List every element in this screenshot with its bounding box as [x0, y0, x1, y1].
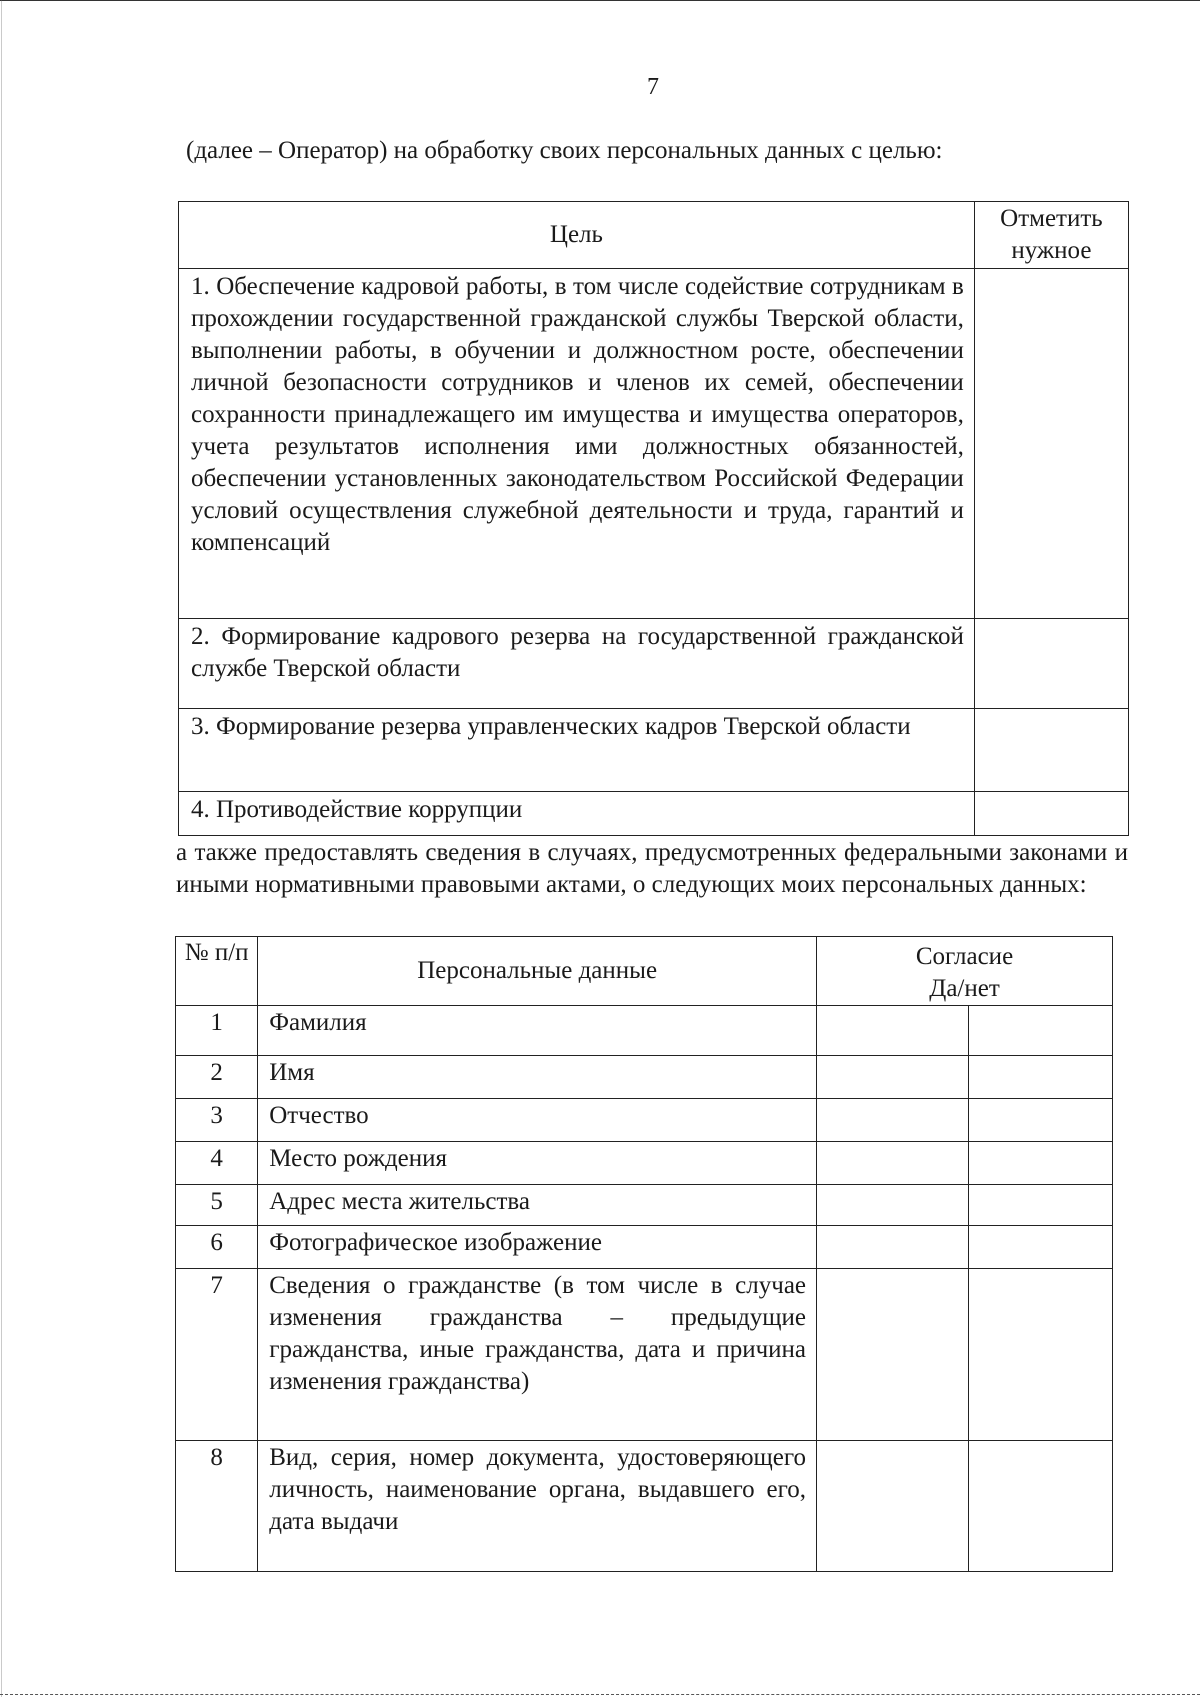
purpose-text: 4. Противодействие коррупции [179, 792, 975, 836]
purpose-table [178, 201, 1129, 836]
row-number: 7 [176, 1269, 258, 1441]
row-number: 4 [176, 1142, 258, 1185]
row-item: Сведения о гражданстве (в том числе в случае изменения гражданства – предыдущие гражданства, иные гражданства, дата и причина изменения гражданства) [258, 1269, 817, 1441]
header-number: № п/п [176, 937, 258, 1006]
purpose-mark-cell[interactable] [974, 792, 1128, 836]
table-row [176, 1142, 1113, 1185]
consent-yes-cell[interactable] [817, 1185, 968, 1226]
header-consent [817, 937, 1113, 1006]
row-number: 8 [176, 1441, 258, 1572]
purpose-row [179, 269, 1129, 619]
row-item: Место рождения [258, 1142, 817, 1185]
purpose-mark-cell[interactable] [974, 269, 1128, 619]
row-number: 1 [176, 1006, 258, 1056]
header-personal-data: Персональные данные [258, 937, 817, 1006]
purpose-text: 1. Обеспечение кадровой работы, в том числе содействие сотрудникам в прохождении государственной гражданской службы Тверской области, выполнении работы, в обучении и должностном росте, обеспечении личной безопасности сотрудников и членов их семей, обеспечении сохранности принадлежащего им имущества и имущества операторов, учета результатов исполнения ими должностных обязанностей, обеспечении установленных законодательством Российской Федерации условий осуществления служебной деятельности и труда, гарантий и компенсаций [179, 269, 975, 619]
consent-no-cell[interactable] [968, 1056, 1112, 1099]
consent-no-cell[interactable] [968, 1185, 1112, 1226]
purpose-row [179, 619, 1129, 709]
scan-edge-top [0, 0, 1200, 1]
page-number: 7 [647, 74, 659, 100]
scan-edge-bottom [0, 1694, 1200, 1695]
purpose-header-goal: Цель [179, 202, 975, 269]
row-item: Фамилия [258, 1006, 817, 1056]
consent-yes-cell[interactable] [817, 1441, 968, 1572]
purpose-mark-cell[interactable] [974, 709, 1128, 792]
table-row [176, 1441, 1113, 1572]
purpose-text: 3. Формирование резерва управленческих кадров Тверской области [179, 709, 975, 792]
row-item: Вид, серия, номер документа, удостоверяющего личность, наименование органа, выдавшего его, дата выдачи [258, 1441, 817, 1572]
row-number: 3 [176, 1099, 258, 1142]
consent-no-cell[interactable] [968, 1226, 1112, 1269]
consent-no-cell[interactable] [968, 1269, 1112, 1441]
header-consent-label: Согласие [915, 943, 1014, 970]
data-table-header [176, 937, 1113, 1006]
consent-no-cell[interactable] [968, 1441, 1112, 1572]
row-item: Адрес места жительства [258, 1185, 817, 1226]
table-row [176, 1056, 1113, 1099]
scan-edge-left [1, 0, 2, 1697]
consent-yes-cell[interactable] [817, 1006, 968, 1056]
row-item: Имя [258, 1056, 817, 1099]
consent-yes-cell[interactable] [817, 1056, 968, 1099]
row-number: 2 [176, 1056, 258, 1099]
row-item: Отчество [258, 1099, 817, 1142]
purpose-row [179, 709, 1129, 792]
consent-no-cell[interactable] [968, 1142, 1112, 1185]
purpose-header-mark: Отметить нужное [974, 202, 1128, 269]
purpose-table-header [179, 202, 1129, 269]
consent-yes-cell[interactable] [817, 1142, 968, 1185]
header-yes-no-label: Да/нет [929, 975, 1000, 1002]
consent-no-cell[interactable] [968, 1099, 1112, 1142]
row-number: 6 [176, 1226, 258, 1269]
table-row [176, 1226, 1113, 1269]
table-row [176, 1006, 1113, 1056]
intro-text: (далее – Оператор) на обработку своих персональных данных с целью: [186, 137, 943, 164]
consent-no-cell[interactable] [968, 1006, 1112, 1056]
personal-data-table [175, 936, 1113, 1572]
consent-yes-cell[interactable] [817, 1269, 968, 1441]
row-item: Фотографическое изображение [258, 1226, 817, 1269]
table-row [176, 1099, 1113, 1142]
row-number: 5 [176, 1185, 258, 1226]
consent-yes-cell[interactable] [817, 1226, 968, 1269]
purpose-mark-cell[interactable] [974, 619, 1128, 709]
consent-yes-cell[interactable] [817, 1099, 968, 1142]
table-row [176, 1185, 1113, 1226]
table-row [176, 1269, 1113, 1441]
consent-scope-text: а также предоставлять сведения в случаях, предусмотренных федеральными законами и иными нормативными правовыми актами, о следующих моих персональных данных: [176, 839, 1128, 898]
purpose-row [179, 792, 1129, 836]
purpose-text: 2. Формирование кадрового резерва на государственной гражданской службе Тверской области [179, 619, 975, 709]
